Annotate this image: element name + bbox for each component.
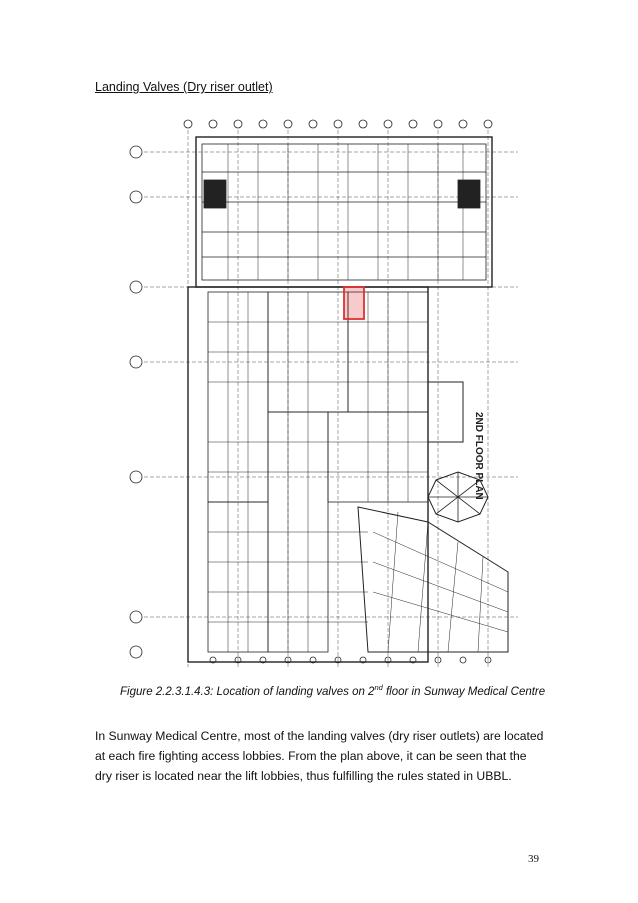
floor-plan-figure — [118, 112, 526, 672]
floor-plan-drawing — [118, 112, 526, 672]
caption-suffix: floor in Sunway Medical Centre — [382, 685, 546, 698]
grid-bubbles-left — [130, 146, 142, 658]
figure-caption — [120, 683, 545, 698]
plan-title: 2ND FLOOR PLAN — [473, 412, 484, 500]
grid-bubbles-top — [184, 120, 492, 128]
section-heading: Landing Valves (Dry riser outlet) — [95, 80, 273, 94]
page-number: 39 — [528, 853, 539, 865]
body-paragraph: In Sunway Medical Centre, most of the landing valves (dry riser outlets) are located at each fire fighting access lobbies. From the plan above, it can be seen that the dry riser is located near the lift lobbies, thus fulfilling the rules stated in UBBL. — [95, 729, 544, 783]
caption-prefix: Figure 2.2.3.1.4.3: Location of landing valves on 2 — [120, 685, 375, 698]
caption-superscript: nd — [374, 683, 383, 692]
